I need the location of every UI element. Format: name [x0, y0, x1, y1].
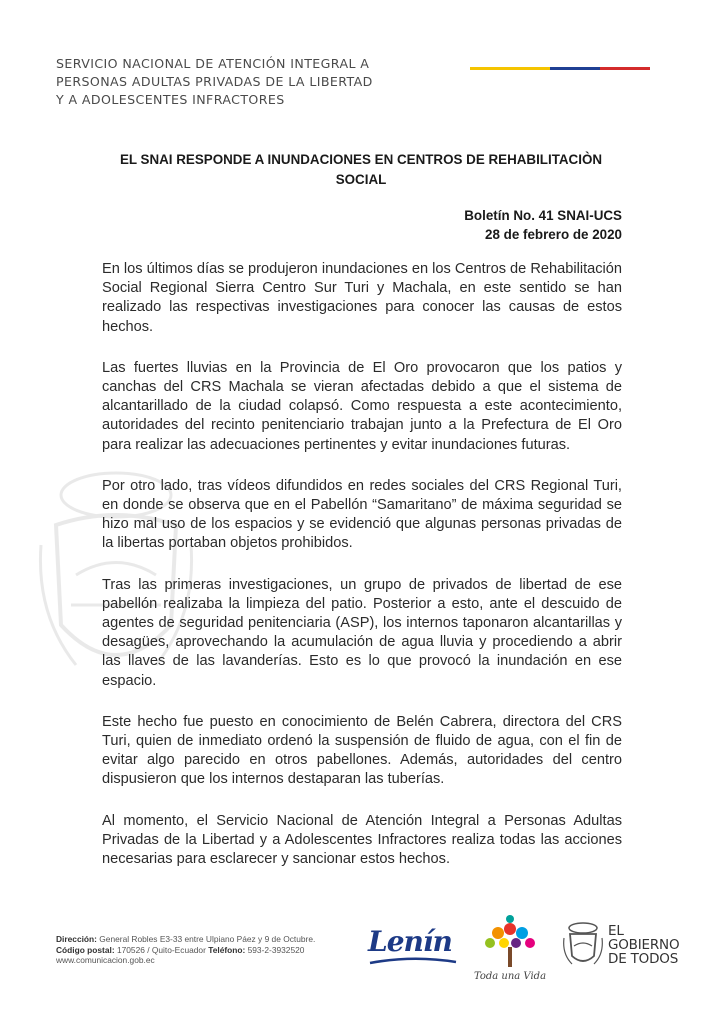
- postal-row: [56, 945, 346, 956]
- title-line-1: EL SNAI RESPONDE A INUNDACIONES EN CENTROS DE REHABILITACIÒN: [119, 152, 603, 167]
- coat-of-arms-icon: [562, 920, 604, 968]
- org-name-line-2: PERSONAS ADULTAS PRIVADAS DE LA LIBERTAD: [56, 74, 373, 89]
- organization-header: [56, 55, 416, 109]
- bulletin-info: [464, 206, 622, 244]
- document-title: [100, 150, 622, 190]
- gobierno-line-3: DE TODOS: [608, 951, 679, 967]
- org-name-line-3: Y A ADOLESCENTES INFRACTORES: [56, 92, 285, 107]
- paragraph-5: Este hecho fue puesto en conocimiento de Belén Cabrera, directora del CRS Turi, quien de inmediato ordenó la suspensión de fluido de agua, con el fin de evitar algo parecido en otros pabellones. Además, autoridades del centro dispusieron que los internos destaparan las tuberías.: [102, 713, 622, 788]
- flag-stripe-blue: [550, 67, 600, 70]
- flag-stripe-red: [600, 67, 650, 70]
- lenin-logo-text: Lenín: [368, 925, 452, 958]
- paragraph-6: Al momento, el Servicio Nacional de Atención Integral a Personas Adultas Privadas de la Libertad y a Adolescentes Infractores realiza todas las acciones necesarias para esclarecer y sancionar estos hechos.: [102, 812, 622, 868]
- lenin-logo: [368, 925, 463, 965]
- lenin-underline-icon: [368, 957, 463, 967]
- toda-una-vida-logo: [470, 915, 550, 995]
- phone-label: Teléfono:: [208, 944, 246, 955]
- gobierno-line-1: EL: [608, 923, 624, 939]
- gobierno-line-2: GOBIERNO: [608, 937, 680, 953]
- footer-address: [56, 934, 346, 966]
- tree-icon: [470, 915, 550, 971]
- paragraph-1: En los últimos días se produjeron inundaciones en los Centros de Rehabilitación Social Regional Sierra Centro Sur Turi y Machala, en este sentido se han realizado las respectivas investigaciones para conocer las causas de estos hechos.: [102, 261, 623, 335]
- address-label: Dirección:: [56, 934, 97, 944]
- flag-stripe-yellow: [470, 67, 550, 70]
- paragraph-2: Las fuertes lluvias en la Provincia de El Oro provocaron que los patios y canchas del CRS Machala se vieran afectadas debido a que el sistema de alcantarillado de la ciudad colapsó. Como respuesta a este acontecimiento, autoridades del recinto penitenciario trabajan junto a la Prefectura de El Oro para realizar las adecuaciones pertinentes y evitar inundaciones futuras.: [102, 359, 622, 453]
- tree-logo-caption: Toda una Vida: [473, 971, 547, 982]
- paragraph-4: Tras las primeras investigaciones, un grupo de privados de libertad de ese pabellón realizaba la limpieza del patio. Posterior a esto, ante el descuido de agentes de seguridad penitenciaria (ASP), los internos taponaron alcantarillas y desagües, aprovechando la acumulación de agua lluvia y procediendo a abrir las llaves de las lavanderías. Esto es lo que provocó la inundación en ese espacio.: [102, 576, 622, 689]
- address-row: [56, 934, 346, 945]
- gobierno-logo: [562, 920, 692, 970]
- address-value: General Robles E3-33 entre Ulpiano Páez y 9 de Octubre.: [99, 934, 316, 944]
- org-name-line-1: SERVICIO NACIONAL DE ATENCIÓN INTEGRAL A: [56, 56, 370, 71]
- document-body: [102, 260, 622, 891]
- postal-value: 170526 / Quito-Ecuador: [116, 944, 206, 955]
- title-line-2: SOCIAL: [335, 172, 387, 187]
- website-link[interactable]: www.comunicacion.gob.ec: [56, 955, 155, 965]
- postal-label: Código postal:: [56, 944, 115, 955]
- bulletin-number: Boletín No. 41 SNAI-UCS: [464, 208, 622, 223]
- phone-value: 593-2-3932520: [247, 944, 305, 955]
- gobierno-logo-text: [608, 924, 679, 966]
- paragraph-3: Por otro lado, tras vídeos difundidos en redes sociales del CRS Regional Turi, en donde se observa que en el Pabellón “Samaritano” de máxima seguridad se hizo mal uso de los espacios y se evidenció que algunas personas privadas de la libertas portaban objetos prohibidos.: [102, 477, 622, 552]
- bulletin-date: 28 de febrero de 2020: [485, 227, 622, 242]
